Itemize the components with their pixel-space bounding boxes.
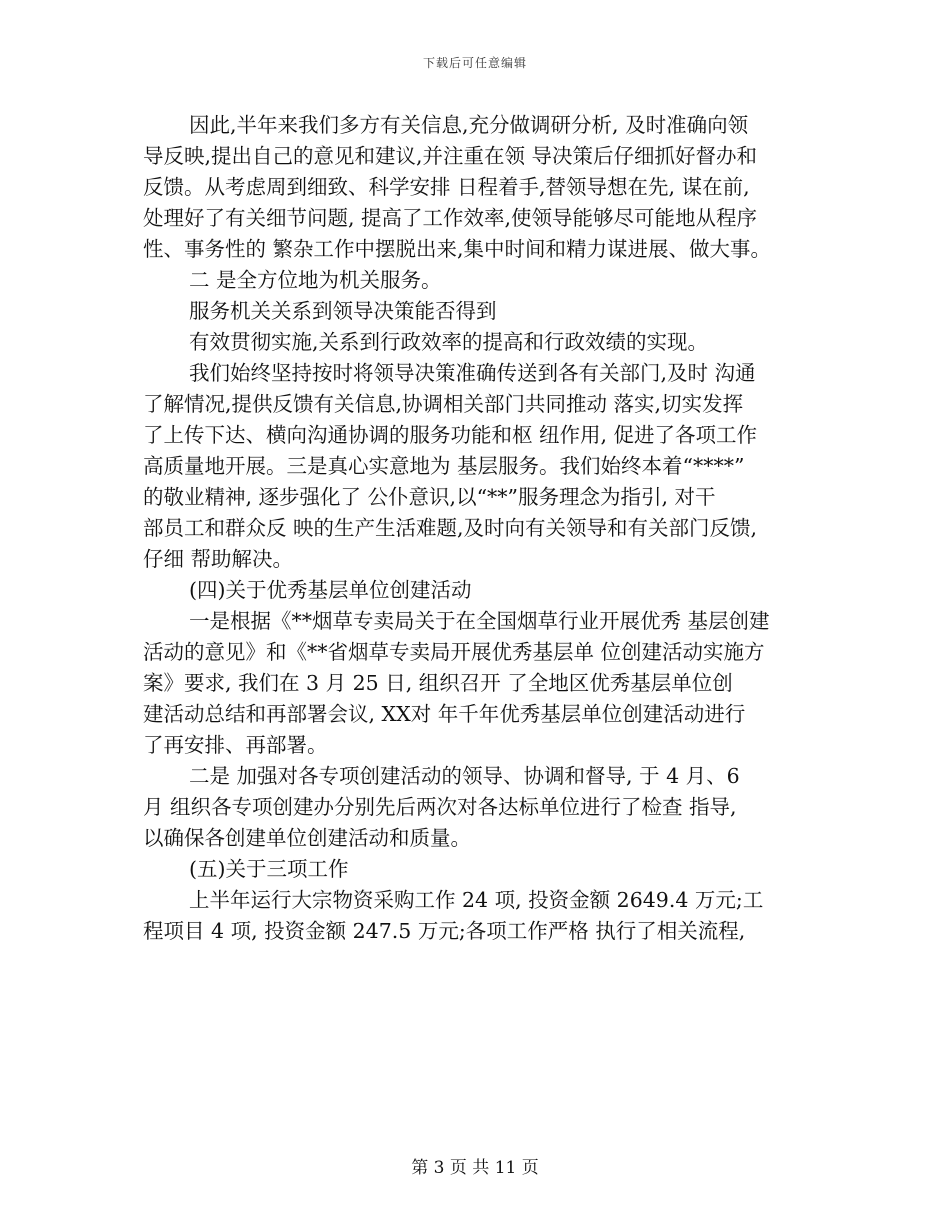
text-line: 了再安排、再部署。 [143, 733, 328, 757]
text-line: 一是根据《**烟草专卖局关于在全国烟草行业开展优秀 基层创建 [189, 609, 770, 633]
text-line: 程项目 4 项, 投资金额 247.5 万元;各项工作严格 执行了相关流程, [143, 919, 746, 943]
text-line: 处理好了有关细节问题, 提高了工作效率,使领导能够尽可能地从程序 [143, 206, 758, 230]
text-line: 了解情况,提供反馈有关信息,协调相关部门共同推动 落实,切实发挥 [143, 392, 744, 416]
page-footer: 第 3 页 共 11 页 [411, 1158, 539, 1178]
text-line: 反馈。从考虑周到细致、科学安排 日程着手,替领导想在先, 谋在前, [143, 175, 750, 199]
text-line: 仔细 帮助解决。 [143, 547, 294, 571]
text-line: 建活动总结和再部署会议, XX对 年千年优秀基层单位创建活动进行 [143, 702, 746, 726]
text-line: (四)关于优秀基层单位创建活动 [189, 578, 472, 602]
text-line: 以确保各创建单位创建活动和质量。 [143, 826, 471, 850]
text-line: 性、事务性的 繁杂工作中摆脱出来,集中时间和精力谋进展、做大事。 [143, 237, 772, 261]
page-header: 下载后可任意编辑 [422, 56, 527, 70]
text-line: 的敬业精神, 逐步强化了 公仆意识,以“**”服务理念为指引, 对干 [143, 485, 716, 509]
text-line: 上半年运行大宗物资采购工作 24 项, 投资金额 2649.4 万元;工 [189, 888, 764, 912]
text-line: 有效贯彻实施,关系到行政效率的提高和行政效绩的实现。 [189, 330, 709, 354]
text-line: 月 组织各专项创建办分别先后两次对各达标单位进行了检查 指导, [143, 795, 737, 819]
text-line: 我们始终坚持按时将领导决策准确传送到各有关部门,及时 沟通 [189, 361, 756, 385]
document-body [143, 110, 815, 947]
text-line: (五)关于三项工作 [189, 857, 349, 881]
text-line: 了上传下达、横向沟通协调的服务功能和枢 纽作用, 促进了各项工作 [143, 423, 758, 447]
text-line: 高质量地开展。三是真心实意地为 基层服务。我们始终本着“****” [143, 454, 745, 478]
text-line: 部员工和群众反 映的生产生活难题,及时向有关领导和有关部门反馈, [143, 516, 758, 540]
text-line: 服务机关关系到领导决策能否得到 [189, 299, 497, 323]
text-line: 二 是全方位地为机关服务。 [189, 268, 442, 292]
text-line: 导反映,提出自己的意见和建议,并注重在领 导决策后仔细抓好督办和 [143, 144, 758, 168]
text-line: 二是 加强对各专项创建活动的领导、协调和督导, 于 4 月、6 [189, 764, 740, 788]
text-line: 活动的意见》和《**省烟草专卖局开展优秀基层单 位创建活动实施方 [143, 640, 765, 664]
text-line: 案》要求, 我们在 3 月 25 日, 组织召开 了全地区优秀基层单位创 [143, 671, 733, 695]
text-line: 因此,半年来我们多方有关信息,充分做调研分析, 及时准确向领 [189, 113, 749, 137]
